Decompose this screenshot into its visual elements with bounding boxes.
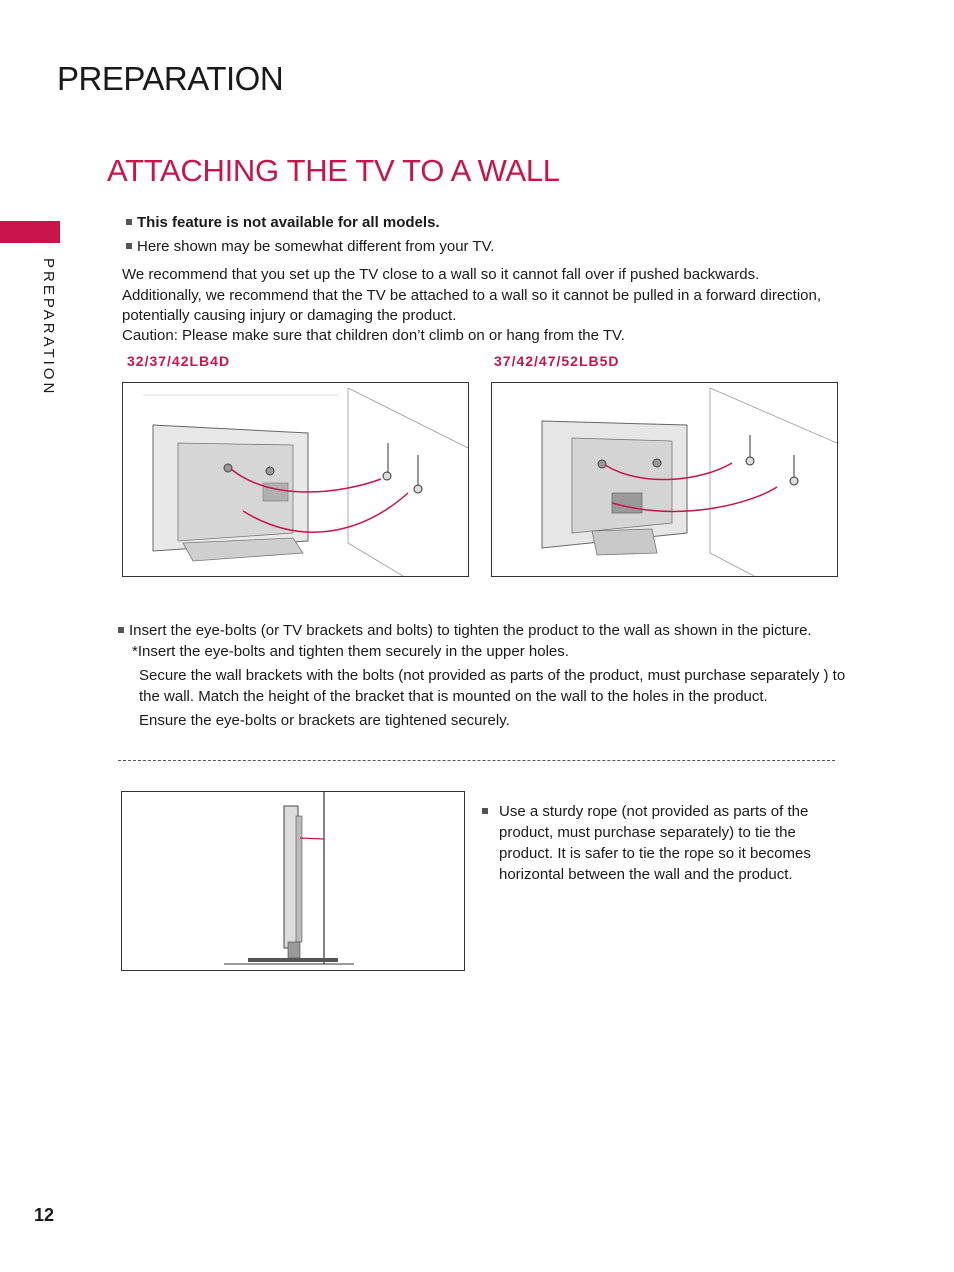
rope-line: Use a sturdy rope (not provided as parts of the [499, 803, 809, 820]
rope-tie-figure [121, 791, 465, 971]
note-item [126, 237, 494, 257]
instruction-text: Insert the eye-bolts (or TV brackets and bolts) to tighten the product to the wall as shown in the picture. [129, 622, 812, 639]
note-item [126, 213, 440, 233]
section-title: PREPARATION [57, 60, 284, 97]
tv-side-rope-illustration [122, 792, 464, 970]
intro-line: Caution: Please make sure that children don’t climb on or hang from the TV. [122, 327, 625, 344]
tv-wall-bracket-illustration [123, 383, 468, 576]
note-text: This feature is not available for all models. [137, 214, 440, 231]
bullet-icon [482, 808, 488, 814]
section-divider [118, 760, 835, 761]
wall-mount-figure-right [491, 382, 838, 577]
note-text: Here shown may be somewhat different from your TV. [137, 238, 495, 255]
instruction-line: the wall. Match the height of the bracket that is mounted on the wall to the holes in the product. [139, 688, 768, 705]
instruction-line: Ensure the eye-bolts or brackets are tightened securely. [139, 712, 510, 729]
side-section-label: PREPARATION [40, 258, 57, 397]
rope-line: product. It is safer to tie the rope so it becomes [499, 845, 811, 862]
wall-mount-figure-left [122, 382, 469, 577]
model-label-right: 37/42/47/52LB5D [494, 353, 620, 369]
rope-line: horizontal between the wall and the product. [499, 866, 793, 883]
instruction-line: *Insert the eye-bolts and tighten them securely in the upper holes. [132, 643, 569, 660]
instruction-line: Secure the wall brackets with the bolts (not provided as parts of the product, must purchase separately ) to [139, 667, 846, 684]
rope-instruction [482, 802, 493, 822]
bullet-icon [126, 243, 132, 249]
instruction-line [118, 621, 812, 641]
section-tab-marker [0, 221, 60, 243]
rope-line: product, must purchase separately) to tie the [499, 824, 796, 841]
model-label-left: 32/37/42LB4D [127, 353, 231, 369]
intro-line: potentially causing injury or damaging the product. [122, 307, 457, 324]
intro-line: Additionally, we recommend that the TV be attached to a wall so it cannot be pulled in a forward direction, [122, 287, 822, 304]
page-title: ATTACHING THE TV TO A WALL [107, 153, 560, 188]
intro-line: We recommend that you set up the TV close to a wall so it cannot fall over if pushed backwards. [122, 266, 760, 283]
bullet-icon [118, 627, 124, 633]
page-number: 12 [34, 1205, 55, 1225]
tv-wall-bracket-illustration [492, 383, 837, 576]
bullet-icon [126, 219, 132, 225]
